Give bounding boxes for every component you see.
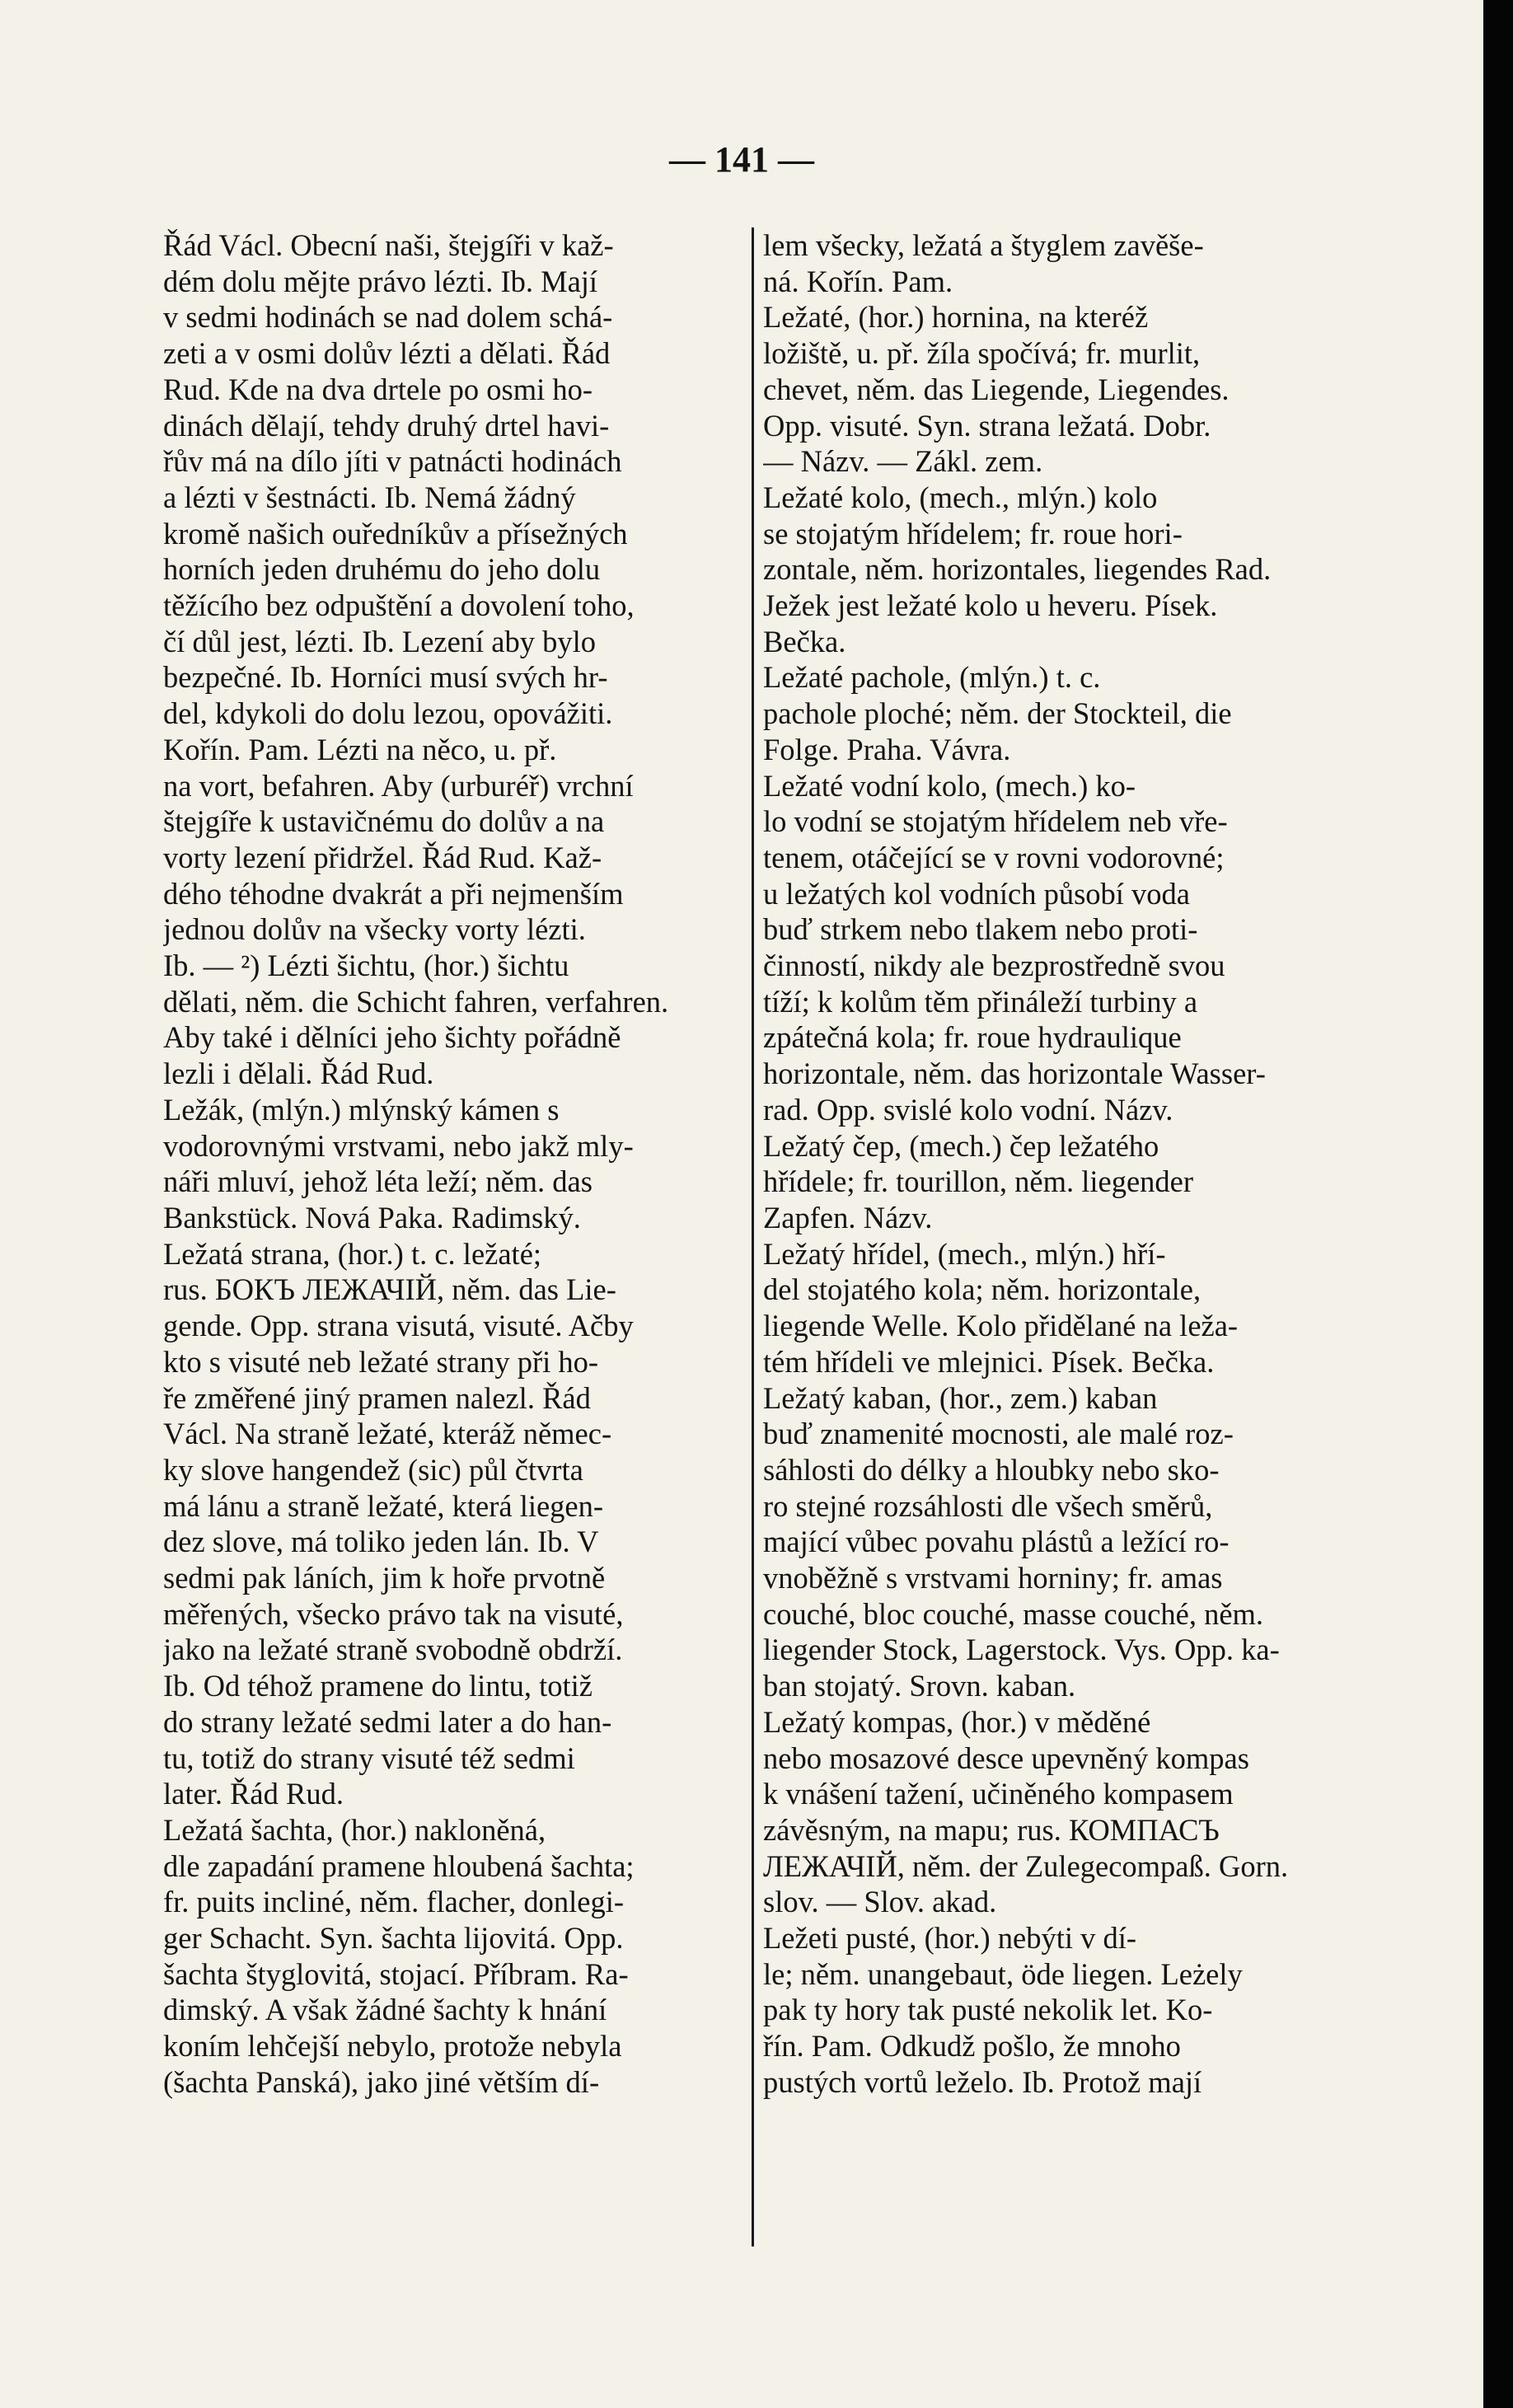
text-line: šachta štyglovitá, stojací. Příbram. Ra-	[163, 1956, 629, 1991]
text-line: ře změřené jiný pramen nalezl. Řád	[163, 1380, 591, 1415]
text-line: tíží; k kolům těm přináleží turbiny a	[763, 984, 1198, 1019]
text-line: dle zapadání pramene hloubená šachta;	[163, 1848, 635, 1883]
text-line: del stojatého kola; něm. horizontale,	[763, 1272, 1202, 1307]
text-line: dého téhodne dvakrát a při nejmenším	[163, 876, 624, 911]
text-line: u ležatých kol vodních působí voda	[763, 876, 1190, 911]
text-line: tenem, otáčející se v rovni vodorovné;	[763, 840, 1225, 874]
text-line: dělati, něm. die Schicht fahren, verfahren.	[163, 984, 669, 1019]
text-line: Ležaté pachole, (mlýn.) t. c.	[763, 660, 1101, 695]
text-line: ger Schacht. Syn. šachta lijovitá. Opp.	[163, 1921, 624, 1956]
text-line: tu, totiž do strany visuté též sedmi	[163, 1740, 575, 1775]
text-line: liegende Welle. Kolo přidělané na leža-	[763, 1309, 1239, 1343]
text-line: vnoběžně s vrstvami horniny; fr. amas	[763, 1561, 1223, 1595]
text-line: liegender Stock, Lagerstock. Vys. Opp. ka-	[763, 1633, 1280, 1667]
text-line: Ib. — ²) Lézti šichtu, (hor.) šichtu	[163, 949, 569, 983]
scan-edge	[1483, 0, 1513, 2408]
text-line: na vort, befahren. Aby (urburéř) vrchní	[163, 768, 634, 803]
text-line: pachole ploché; něm. der Stockteil, die	[763, 696, 1232, 731]
left-column	[163, 227, 756, 2101]
text-line: dimský. A však žádné šachty k hnání	[163, 1993, 607, 2027]
text-line: má lánu a straně ležaté, která liegen-	[163, 1488, 604, 1523]
text-line: later. Řád Rud.	[163, 1777, 344, 1811]
text-line: rad. Opp. svislé kolo vodní. Názv.	[763, 1092, 1173, 1127]
text-line: kto s visuté neb ležaté strany při ho-	[163, 1344, 599, 1379]
text-line: Ležatý kompas, (hor.) v měděné	[763, 1704, 1151, 1739]
text-line: fr. puits incliné, něm. flacher, donlegi-	[163, 1885, 625, 1919]
text-line: buď strkem nebo tlakem nebo proti-	[763, 912, 1198, 947]
text-line: lo vodní se stojatým hřídelem neb vře-	[763, 804, 1228, 839]
text-line: gende. Opp. strana visutá, visuté. Ačby	[163, 1309, 634, 1343]
text-line: couché, bloc couché, masse couché, něm.	[763, 1596, 1264, 1631]
text-line: lezli i dělali. Řád Rud.	[163, 1056, 434, 1091]
text-line: Rud. Kde na dva drtele po osmi ho-	[163, 372, 593, 406]
text-line: zpátečná kola; fr. roue hydraulique	[763, 1020, 1182, 1055]
text-line: vorty lezení přidržel. Řád Rud. Kaž-	[163, 840, 602, 874]
text-line: Ležatý hřídel, (mech., mlýn.) hří-	[763, 1236, 1166, 1271]
text-line: vodorovnými vrstvami, nebo jakž mly-	[163, 1128, 634, 1163]
text-line: Řád Václ. Obecní naši, štejgíři v kaž-	[163, 228, 614, 262]
text-line: do strany ležaté sedmi later a do han-	[163, 1704, 612, 1739]
text-line: dez slove, má toliko jeden lán. Ib. V	[163, 1525, 599, 1559]
text-line: řův má na dílo jíti v patnácti hodinách	[163, 444, 622, 479]
text-line: zontale, něm. horizontales, liegendes Rad.	[763, 552, 1272, 587]
text-line: činností, nikdy ale bezprostředně svou	[763, 949, 1225, 983]
column-divider	[752, 227, 754, 2246]
text-line: zeti a v osmi dolův lézti a dělati. Řád	[163, 336, 611, 371]
text-line: Bankstück. Nová Paka. Radimský.	[163, 1200, 581, 1234]
text-line: hřídele; fr. tourillon, něm. liegender	[763, 1164, 1193, 1199]
text-line: koním lehčejší nebylo, protože nebyla	[163, 2029, 622, 2064]
page-number: — 141 —	[669, 139, 814, 180]
text-line: ban stojatý. Srovn. kaban.	[763, 1669, 1076, 1703]
text-line: Ležaté, (hor.) hornina, na kteréž	[763, 300, 1149, 335]
text-line: Ležatá strana, (hor.) t. c. ležaté;	[163, 1236, 542, 1271]
text-line: bezpečné. Ib. Horníci musí svých hr-	[163, 660, 608, 695]
text-line: pak ty hory tak pusté nekolik let. Ko-	[763, 1993, 1213, 2027]
text-line: — Názv. — Zákl. zem.	[763, 444, 1043, 479]
text-line: Ib. Od téhož pramene do lintu, totiž	[163, 1669, 593, 1703]
text-line: Opp. visuté. Syn. strana ležatá. Dobr.	[763, 408, 1211, 443]
text-line: (šachta Panská), jako jiné větším dí-	[163, 2064, 600, 2099]
text-line: pustých vortů leželo. Ib. Protož mají	[763, 2064, 1202, 2099]
text-line: Václ. Na straně ležaté, kteráž němec-	[163, 1417, 612, 1451]
text-line: Ležeti pusté, (hor.) nebýti v dí-	[763, 1921, 1137, 1956]
text-line: Aby také i dělníci jeho šichty pořádně	[163, 1020, 621, 1055]
text-line: kromě našich ouředníkův a přísežných	[163, 516, 628, 550]
text-line: sáhlosti do délky a hloubky nebo sko-	[763, 1452, 1220, 1487]
text-line: Ležatý kaban, (hor., zem.) kaban	[763, 1380, 1158, 1415]
text-line: tém hřídeli ve mlejnici. Písek. Bečka.	[763, 1344, 1215, 1379]
text-line: náři mluví, jehož léta leží; něm. das	[163, 1164, 593, 1199]
right-column	[763, 227, 1356, 2101]
text-line: buď znamenité mocnosti, ale malé roz-	[763, 1417, 1234, 1451]
text-line: a lézti v šestnácti. Ib. Nemá žádný	[163, 480, 576, 514]
text-line: dinách dělají, tehdy druhý drtel havi-	[163, 408, 610, 443]
text-line: lem všecky, ležatá a štyglem zavěše-	[763, 228, 1204, 262]
text-line: v sedmi hodinách se nad dolem schá-	[163, 300, 613, 335]
text-line: Ležák, (mlýn.) mlýnský kámen s	[163, 1092, 560, 1127]
text-line: Ježek jest ležaté kolo u heveru. Písek.	[763, 588, 1218, 623]
text-line: k vnášení tažení, učiněného kompasem	[763, 1777, 1234, 1811]
text-line: le; něm. unangebaut, öde liegen. Leżely	[763, 1956, 1243, 1991]
text-line: rus. БОКЪ ЛЕЖАЧІЙ, něm. das Lie-	[163, 1272, 616, 1307]
text-line: ro stejné rozsáhlosti dle všech směrů,	[763, 1488, 1213, 1523]
text-line: těžícího bez odpuštění a dovolení toho,	[163, 588, 635, 623]
text-line: čí důl jest, lézti. Ib. Lezení aby bylo	[163, 624, 597, 658]
text-line: ložiště, u. př. žíla spočívá; fr. murlit,	[763, 336, 1201, 371]
text-line: mající vůbec povahu plástů a ležící ro-	[763, 1525, 1230, 1559]
text-line: řín. Pam. Odkudž pošlo, že mnoho	[763, 2029, 1181, 2064]
text-line: Folge. Praha. Vávra.	[763, 732, 1011, 766]
text-line: Ležatý čep, (mech.) čep ležatého	[763, 1128, 1159, 1163]
text-line: Ležaté vodní kolo, (mech.) ko-	[763, 768, 1136, 803]
text-line: jako na ležaté straně svobodně obdrží.	[163, 1633, 623, 1667]
text-line: dém dolu mějte právo lézti. Ib. Mají	[163, 264, 598, 298]
text-line: Ležaté kolo, (mech., mlýn.) kolo	[763, 480, 1158, 514]
text-line: jednou dolův na všecky vorty lézti.	[163, 912, 586, 947]
text-line: horizontale, něm. das horizontale Wasser-	[763, 1056, 1266, 1091]
text-line: se stojatým hřídelem; fr. roue hori-	[763, 516, 1183, 550]
text-line: měřených, všecko právo tak na visuté,	[163, 1596, 624, 1631]
text-line: nebo mosazové desce upevněný kompas	[763, 1740, 1249, 1775]
text-line: ky slove hangendež (sic) půl čtvrta	[163, 1452, 583, 1487]
text-line: štejgíře k ustavičnému do dolův a na	[163, 804, 605, 839]
text-line: Kořín. Pam. Lézti na něco, u. př.	[163, 732, 557, 766]
text-line: závěsným, na mapu; rus. КОМПАСЪ	[763, 1812, 1220, 1847]
text-line: Ležatá šachta, (hor.) nakloněná,	[163, 1812, 546, 1847]
text-line: horních jeden druhému do jeho dolu	[163, 552, 601, 587]
text-line: slov. — Slov. akad.	[763, 1885, 997, 1919]
text-line: Bečka.	[763, 624, 846, 658]
text-line: chevet, něm. das Liegende, Liegendes.	[763, 372, 1230, 406]
text-line: del, kdykoli do dolu lezou, opovážiti.	[163, 696, 613, 731]
text-line: sedmi pak láních, jim k hoře prvotně	[163, 1561, 606, 1595]
text-line: ná. Kořín. Pam.	[763, 264, 953, 298]
text-line: ЛЕЖАЧІЙ, něm. der Zulegecompaß. Gorn.	[763, 1848, 1289, 1883]
text-line: Zapfen. Názv.	[763, 1200, 933, 1234]
